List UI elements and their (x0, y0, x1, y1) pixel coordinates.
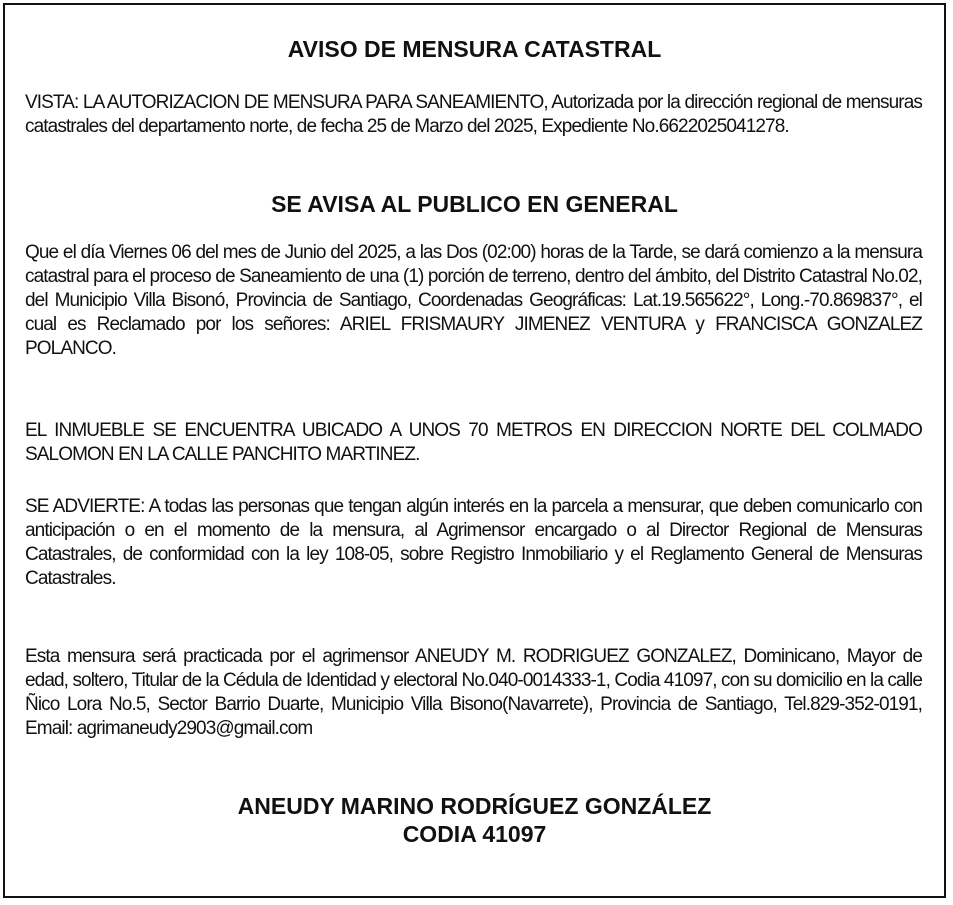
signature-name: ANEUDY MARINO RODRÍGUEZ GONZÁLEZ (237, 793, 712, 819)
location-paragraph: EL INMUEBLE SE ENCUENTRA UBICADO A UNOS 70 METROS EN DIRECCION NORTE DEL COLMADO SALOMON EN LA CALLE PANCHITO MARTINEZ. (25, 420, 922, 465)
warning-paragraph: SE ADVIERTE: A todas las personas que tengan algún interés en la parcela a mensurar, que deben comunicarlo con anticipación o en el momento de la mensura, al Agrimensor encargado o al Director Regional de Mensuras Catastrales, de conformidad con la ley 108-05, sobre Registro Inmobiliario y el Reglamento General de Mensuras Catastrales. (25, 496, 922, 589)
surveyor-paragraph: Esta mensura será practicada por el agrimensor ANEUDY M. RODRIGUEZ GONZALEZ, Dominicano, Mayor de edad, soltero, Titular de la Cédula de Identidad y electoral No.040-0014333-1, Codia 41097, con su domicilio en la calle Ñico Lora No.5, Sector Barrio Duarte, Municipio Villa Bisono(Navarrete), Provincia de Santiago, Tel.829-352-0191, Email: agrimaneudy2903@gmail.com (25, 646, 922, 739)
schedule-paragraph: Que el día Viernes 06 del mes de Junio del 2025, a las Dos (02:00) horas de la Tarde, se dará comienzo a la mensura catastral para el proceso de Saneamiento de una (1) porción de terreno, dentro del ámbito, del Distrito Catastral No.02, del Municipio Villa Bisonó, Provincia de Santiago, Coordenadas Geográficas: Lat.19.565622°, Long.-70.869837°, el cual es Reclamado por los señores: ARIEL FRISMAURY JIMENEZ VENTURA y FRANCISCA GONZALEZ POLANCO. (25, 242, 922, 359)
notice-subtitle: SE AVISA AL PUBLICO EN GENERAL (271, 191, 678, 217)
signature-codia: CODIA 41097 (402, 821, 547, 847)
notice-title: AVISO DE MENSURA CATASTRAL (287, 36, 662, 62)
vista-paragraph: VISTA: LA AUTORIZACION DE MENSURA PARA SANEAMIENTO, Autorizada por la dirección regional de mensuras catastrales del departamento norte, de fecha 25 de Marzo del 2025, Expediente No.6622025041278. (25, 92, 922, 137)
notice-frame (3, 3, 946, 898)
